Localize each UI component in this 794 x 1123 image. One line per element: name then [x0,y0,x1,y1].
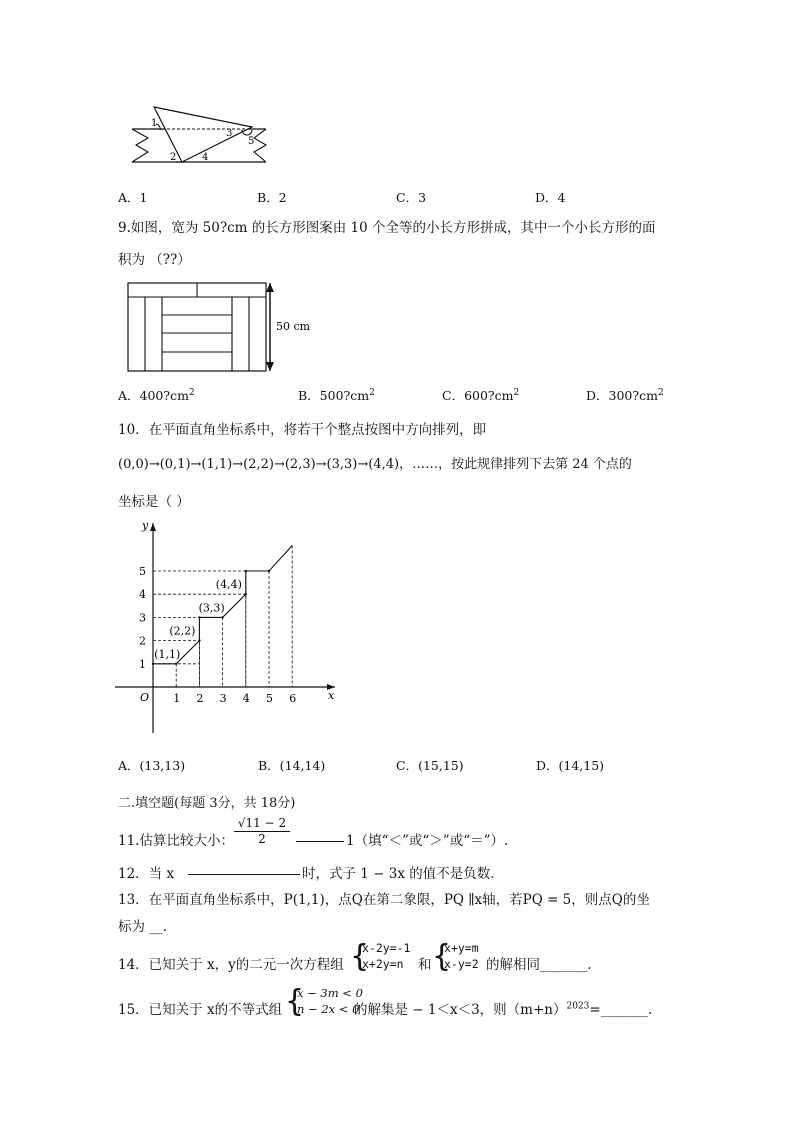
q14-system-2-eq2: x-y=2 [444,957,479,971]
q15-system-ineq1: x − 3m < 0 [297,986,363,1000]
q15-suffix [354,998,652,1018]
point-label: (2,2) [169,624,196,638]
path-point [198,639,200,641]
y-tick-label: 2 [139,634,146,648]
q8-label-5: 5 [248,136,255,147]
q14-system-1-eq2: x+2y=n [362,957,404,971]
path-point [245,570,247,572]
q14-prefix: 14．已知关于 x，y的二元一次方程组 [118,957,344,973]
q14-middle: 和 [418,957,432,973]
q10-option-d: D．(14,15) [536,758,605,773]
q14-system-2 [444,940,479,972]
section-heading: 二.填空题(每题 3分，共 18分) [118,796,296,811]
q12-answer-blank[interactable] [188,862,300,875]
y-tick-label: 3 [139,611,146,625]
y-axis-arrow [150,523,156,531]
path-point [268,570,270,572]
q11-denominator: 2 [258,832,266,846]
q8-label-4: 4 [202,152,209,163]
q9-option-a: A．$400?cm^2$ [118,387,195,403]
q9-option-b: B．$500?cm^2$ [298,387,375,403]
q14-system-1-eq1: x-2y=-1 [362,941,411,955]
x-tick-label: 5 [266,692,273,705]
q14-brace-1: { [350,939,370,974]
q8-option-d: D．4 [535,190,566,205]
q11-suffix: 1（填“＜”或“＞”或“＝”）. [346,833,509,849]
q12-prefix: 12．当 x [118,866,175,882]
q10-text-line1: 10．在平面直角坐标系中，将若干个整点按图中方向排列，即 [118,422,487,438]
path-point [198,616,200,618]
y-axis-label: y [142,519,149,532]
q8-label-2: 2 [170,152,177,163]
q11-prefix: 11.估算比较大小： [118,833,234,849]
q8-right-zigzag [254,129,266,162]
path-point [245,593,247,595]
path-point [175,663,177,665]
q9-figure [120,278,320,376]
x-tick-label: 3 [219,692,227,705]
q15-suffix-text: 的解集是 − 1＜x＜3，则（m+n） [354,1002,567,1018]
q9-text-line1: 9.如图，宽为 50?cm 的长方形图案由 10 个全等的小长方形拼成，其中一个小长方形的面 [118,220,656,236]
q9-text-line2: 积为 （??） [118,252,191,268]
q11-fraction [234,816,290,846]
q12-suffix: 时，式子 1 − 3x 的值不是负数． [302,866,504,882]
q11-answer-blank[interactable] [296,829,344,842]
point-label: (1,1) [154,647,181,661]
q10-coordinate-chart [115,515,345,735]
q9-option-d: D．$300?cm^2$ [586,387,664,403]
q8-left-zigzag [132,129,148,162]
y-tick-label: 5 [139,565,146,578]
q11-numerator: √11 − 2 [234,816,290,832]
q14-suffix: 的解相同_______. [486,957,592,973]
point-label: (4,4) [215,578,242,592]
origin-label: O [140,691,150,704]
q8-label-3: 3 [226,128,233,139]
q10-option-a: A．(13,13) [118,758,186,773]
q8-label-1: 1 [151,118,158,129]
x-tick-label: 2 [196,692,204,705]
q15-brace: { [285,984,305,1019]
q13-text-line1: 13．在平面直角坐标系中，P(1,1)，点Q在第二象限，PQ ∥x轴，若PQ = 5，则点Q的坐 [118,892,650,908]
y-tick-label: 4 [139,588,146,602]
q15-exponent: 2023 [566,1001,590,1012]
q9-dimension-label: 50 cm [276,320,311,333]
q15-tail: =_______. [589,1002,653,1018]
q8-option-b: B．2 [257,190,287,205]
x-tick-label: 4 [242,692,250,705]
q8-option-c: C．3 [396,190,427,205]
x-tick-label: 1 [173,692,181,705]
q8-option-a: A．1 [118,190,148,205]
q14-brace-2: { [432,939,452,974]
q15-system-ineq2: n − 2x < 0 [297,1002,360,1016]
path-point [221,616,223,618]
q10-text-line3: 坐标是（ ） [118,494,190,510]
q15-prefix: 15．已知关于 x的不等式组 [118,1002,283,1018]
q10-option-c: C．(15,15) [396,758,464,773]
q14-system-1 [362,940,410,972]
q14-system-2-eq1: x+y=m [444,941,479,955]
path-point [152,663,154,665]
q8-figure [126,100,276,170]
x-tick-label: 6 [289,692,297,705]
y-tick-label: 1 [139,657,146,671]
q13-text-line2: 标为 __. [118,919,168,935]
q10-text-line2: (0,0)→(0,1)→(1,1)→(2,2)→(2,3)→(3,3)→(4,4)，……，按此规律排列下去第 24 个点的 [118,457,632,472]
q9-option-c: C．$600?cm^2$ [442,387,520,403]
point-label: (3,3) [198,601,225,615]
x-axis-label: x [328,689,335,702]
q10-option-b: B．(14,14) [258,758,326,773]
